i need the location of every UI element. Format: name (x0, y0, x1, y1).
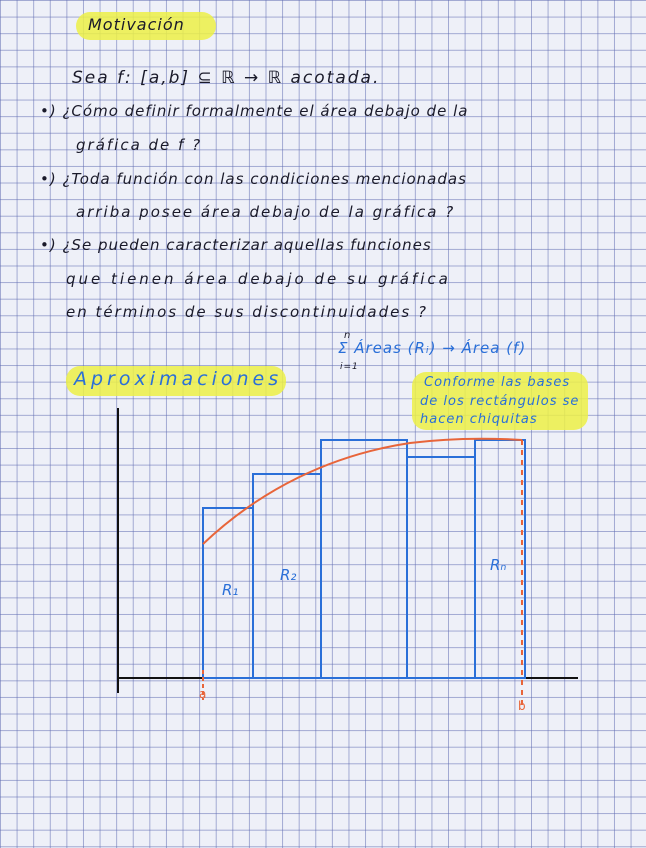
question-2-line-1: •) ¿Toda función con las condiciones mencionadas (40, 170, 467, 188)
question-1-line-2: gráfica de f ? (76, 136, 203, 154)
rectangle-4 (407, 457, 475, 678)
note-line-1: Conforme las bases (424, 375, 571, 390)
note-line-2: de los rectángulos se (420, 394, 580, 409)
sum-formula: Σ Áreas (Rᵢ) → Área (f) (338, 339, 527, 357)
rectangles (203, 440, 525, 678)
label-rn: Rₙ (490, 556, 507, 574)
question-1-line-1: •) ¿Cómo definir formalmente el área debajo de la (40, 102, 469, 120)
sum-upper-limit: n (344, 330, 352, 341)
page-title: Motivación (88, 15, 185, 34)
section-title: Aproximaciones (74, 368, 283, 390)
rectangle-3 (321, 440, 407, 678)
sum-lower-limit: i=1 (340, 362, 359, 372)
definition-line: Sea f: [a,b] ⊆ ℝ → ℝ acotada. (72, 68, 381, 88)
label-r1: R₁ (222, 581, 239, 599)
note-line-3: hacen chiquitas (420, 412, 538, 427)
label-r2: R₂ (280, 566, 297, 584)
label-a: a (199, 687, 207, 701)
question-3-line-3: en términos de sus discontinuidades ? (66, 303, 428, 321)
question-3-line-2: que tienen área debajo de su gráfica (66, 270, 451, 288)
label-b: b (518, 699, 526, 713)
question-2-line-2: arriba posee área debajo de la gráfica ? (76, 203, 456, 221)
question-3-line-1: •) ¿Se pueden caracterizar aquellas funciones (40, 236, 432, 254)
